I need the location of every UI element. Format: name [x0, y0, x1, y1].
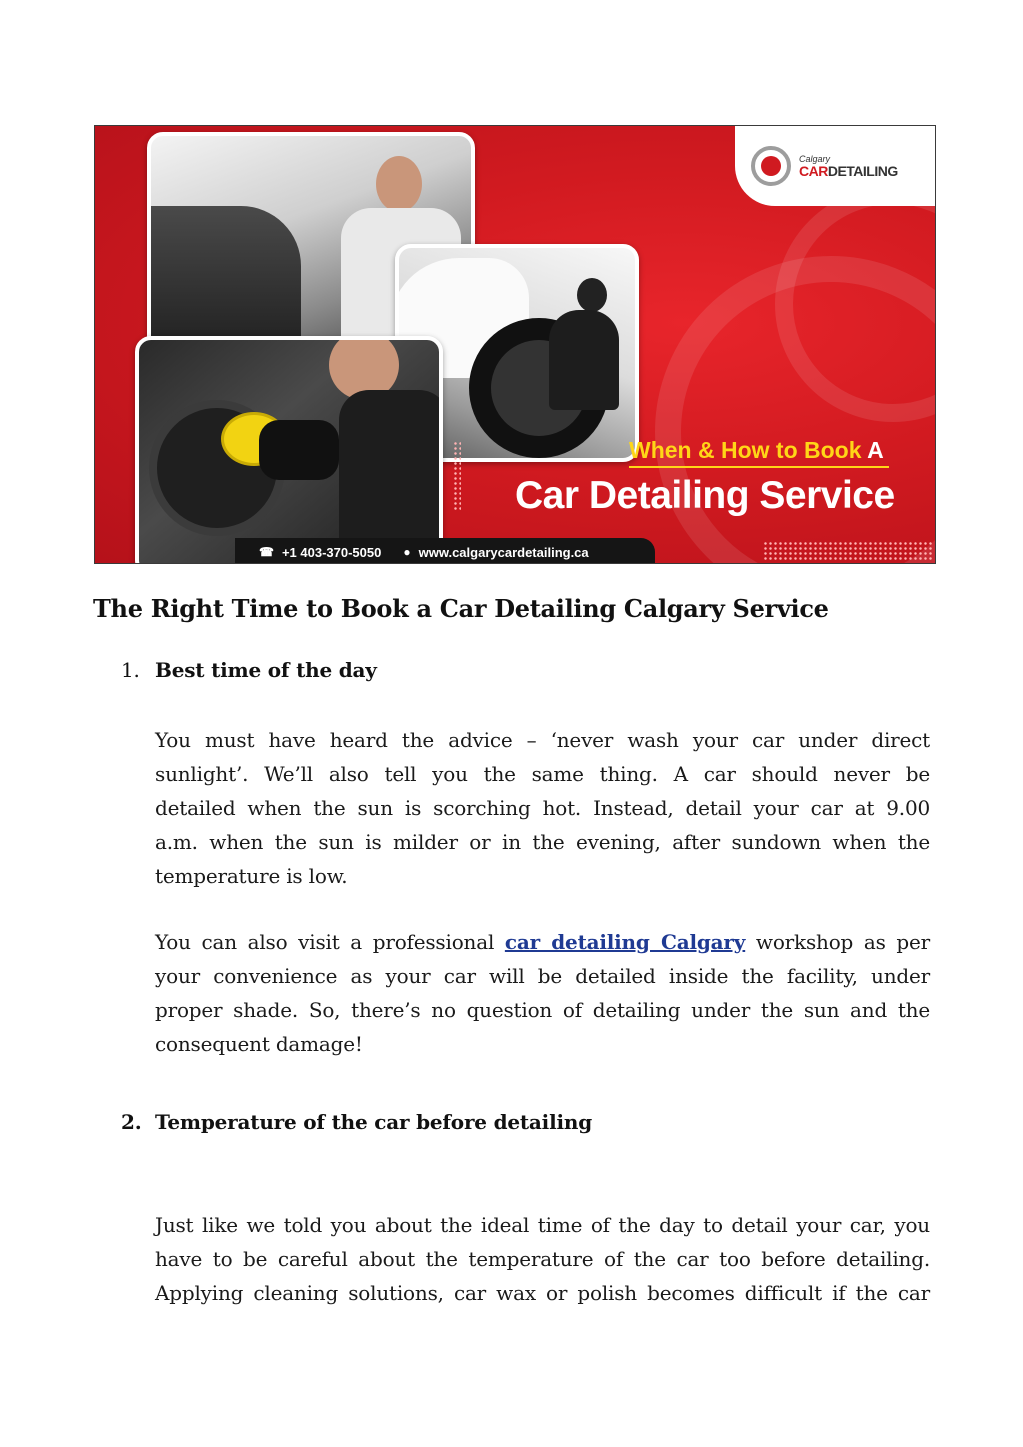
contact-bar [235, 538, 655, 564]
list-number: 2. [121, 1110, 142, 1134]
decorative-dots [453, 441, 461, 511]
logo-script: Calgary [799, 153, 831, 164]
text-line: temperature is low. [155, 864, 348, 888]
text-line: sunlight’. We’ll also tell you the same thing. A car should never be [155, 762, 930, 786]
section-1-paragraph-1 [155, 723, 930, 893]
logo-word-detailing: DETAILING [827, 162, 898, 179]
headline-a: A [867, 437, 884, 463]
text-line: have to be careful about the temperature of the car too before detailing. [155, 1247, 930, 1271]
section-2-paragraph-1 [155, 1208, 930, 1310]
text-line: your convenience as your car will be detailed inside the facility, under [155, 964, 930, 988]
logo-emblem-icon [751, 146, 791, 186]
text-line: Applying cleaning solutions, car wax or polish becomes difficult if the car [155, 1281, 930, 1305]
banner-headline-top [629, 437, 884, 464]
text-line: a.m. when the sun is milder or in the evening, after sundown when the [155, 830, 930, 854]
text-line [155, 925, 930, 959]
website-url: www.calgarycardetailing.ca [418, 544, 589, 560]
banner-headline-main: Car Detailing Service [515, 474, 895, 517]
banner-image [94, 125, 936, 564]
section-2-heading [121, 1110, 592, 1134]
photo-steering-polish [135, 336, 443, 564]
list-number: 1. [121, 658, 140, 682]
text-line: proper shade. So, there’s no question of detailing under the sun and the [155, 998, 930, 1022]
detailer-head [376, 156, 422, 212]
text-line: consequent damage! [155, 1032, 363, 1056]
worker-body [549, 310, 619, 410]
logo-wordmark [799, 164, 898, 178]
section-1-paragraph-2 [155, 925, 930, 1061]
decorative-dots [763, 541, 933, 561]
logo-text [799, 155, 898, 178]
text-line: Just like we told you about the ideal time of the day to detail your car, you [155, 1213, 930, 1237]
car-detailing-calgary-link[interactable]: car detailing Calgary [504, 930, 746, 954]
phone-icon: ☎ [259, 545, 274, 559]
headline-when-how: When & How to Book [629, 437, 862, 463]
headline-underline [629, 466, 889, 468]
section-1-heading [121, 658, 377, 682]
text-fragment: workshop as per [755, 930, 930, 954]
globe-icon: ● [403, 545, 411, 559]
phone-number: +1 403-370-5050 [281, 544, 382, 560]
car-dashboard [151, 206, 301, 346]
text-line: You must have heard the advice – ‘never wash your car under direct [155, 728, 930, 752]
company-logo [735, 126, 935, 206]
section-heading-text: Temperature of the car before detailing [155, 1110, 592, 1134]
text-fragment: You can also visit a professional [155, 930, 495, 954]
black-glove [259, 420, 339, 480]
logo-word-car: CAR [799, 162, 828, 179]
worker-head [577, 278, 607, 312]
section-heading-text: Best time of the day [155, 658, 377, 682]
text-line: detailed when the sun is scorching hot. Instead, detail your car at 9.00 [155, 796, 930, 820]
article-title: The Right Time to Book a Car Detailing Calgary Service [93, 594, 829, 623]
